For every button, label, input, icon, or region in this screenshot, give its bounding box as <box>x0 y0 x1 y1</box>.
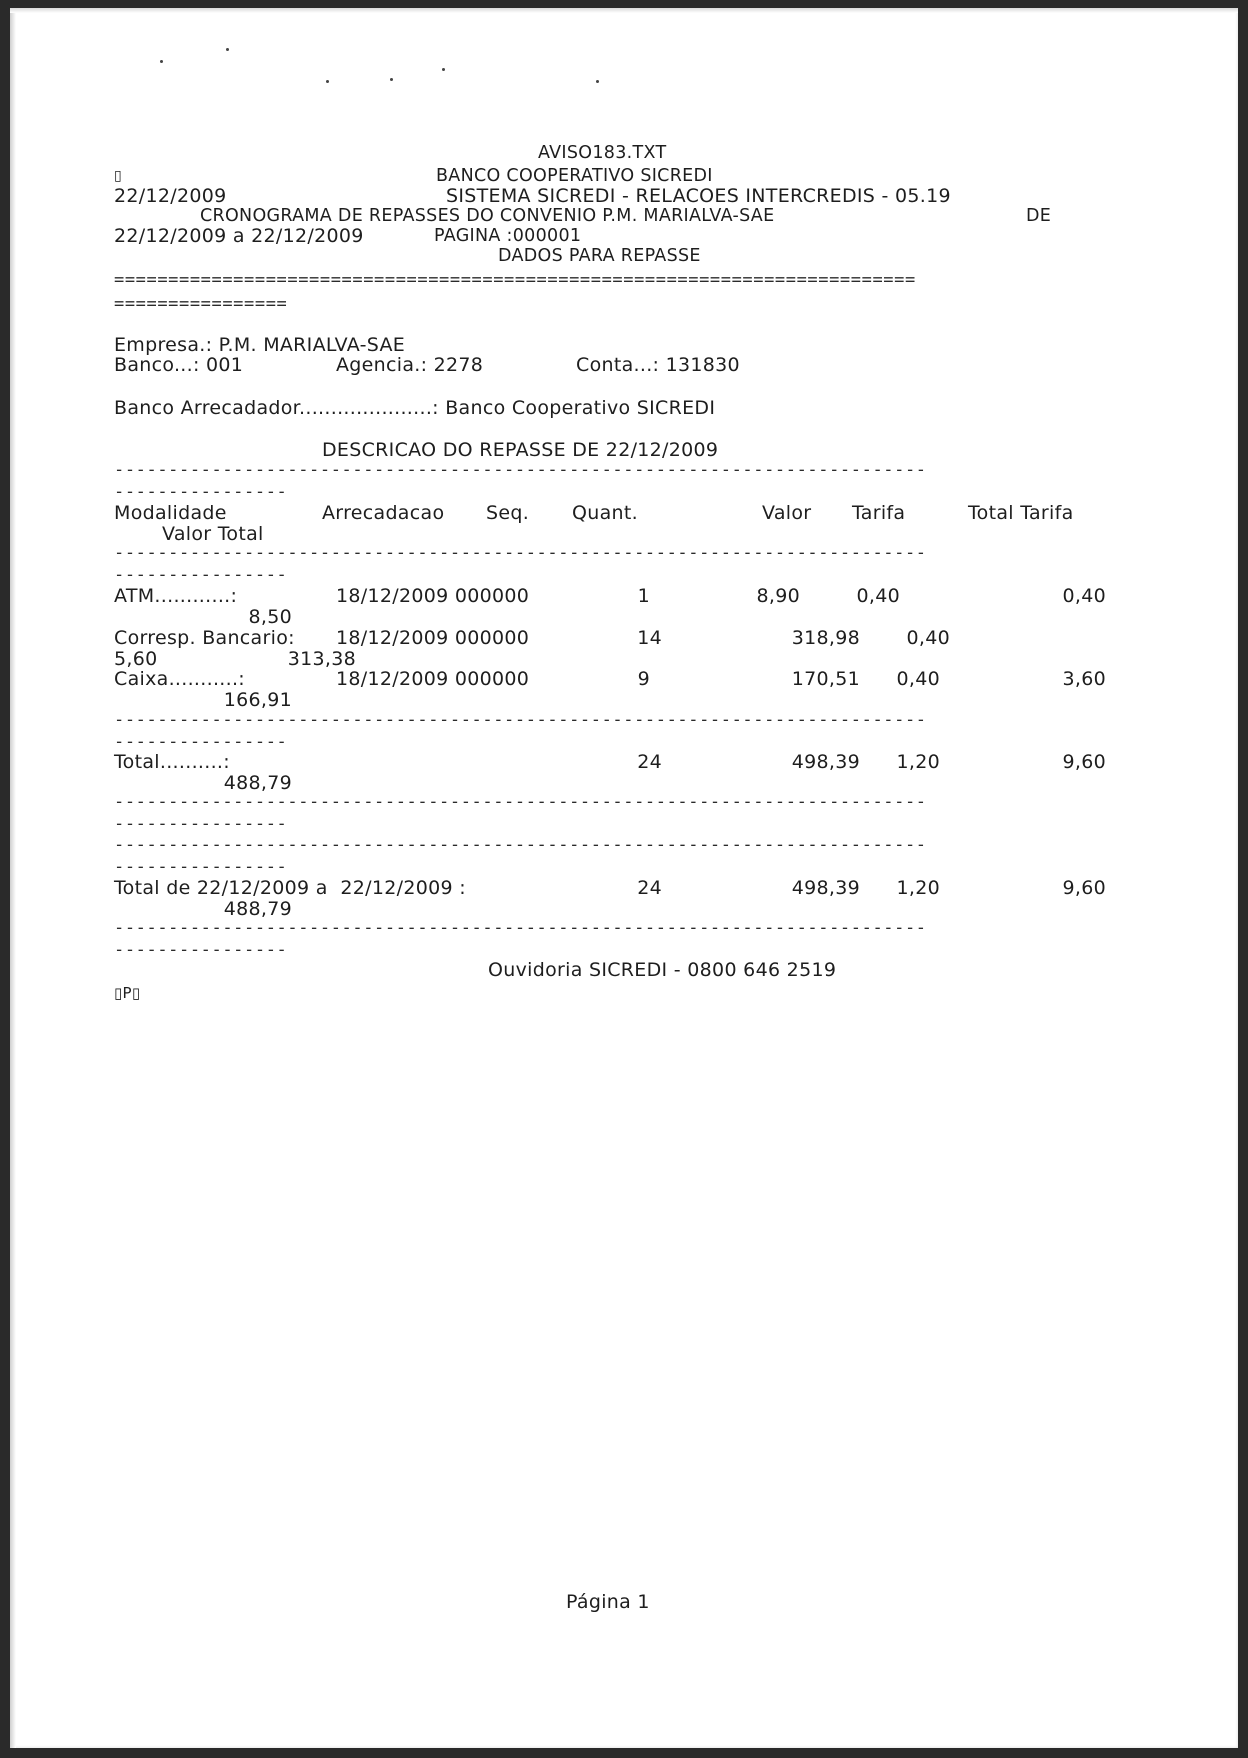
description-title: DESCRICAO DO REPASSE DE 22/12/2009 <box>322 439 719 461</box>
report-de: DE <box>1026 206 1052 226</box>
total-tarifa: 1,20 <box>896 751 940 773</box>
grand-total-tarifa: 1,20 <box>896 877 940 899</box>
dash-rule: --------------------------------------------------------------------------- <box>114 710 927 730</box>
bank-title: BANCO COOPERATIVO SICREDI <box>436 166 713 186</box>
dash-rule: --------------------------------------------------------------------------- <box>114 460 927 480</box>
scan-speck <box>160 60 163 63</box>
report-date: 22/12/2009 <box>114 185 227 207</box>
grand-total-valor-total: 488,79 <box>223 898 292 920</box>
dash-rule: ---------------- <box>114 940 288 960</box>
empresa-line: Empresa.: P.M. MARIALVA-SAE <box>114 334 406 356</box>
dash-rule: --------------------------------------------------------------------------- <box>114 792 927 812</box>
row-quant: 14 <box>637 627 662 649</box>
row-total-tarifa: 0,40 <box>1062 585 1106 607</box>
scan-speck <box>326 80 329 83</box>
equals-rule: ================ <box>114 294 288 314</box>
scan-speck <box>390 78 393 81</box>
scan-speck <box>226 48 229 51</box>
report-period: 22/12/2009 a 22/12/2009 <box>114 225 364 247</box>
equals-rule: ========================================================================== <box>114 270 916 290</box>
dash-rule: ---------------- <box>114 565 288 585</box>
dash-rule: --------------------------------------------------------------------------- <box>114 543 927 563</box>
row-label: Caixa...........: <box>114 668 246 690</box>
row-tarifa: 0,40 <box>906 627 950 649</box>
report-line: CRONOGRAMA DE REPASSES DO CONVENIO P.M. MARIALVA-SAE <box>200 206 775 226</box>
row-label: ATM............: <box>114 585 238 607</box>
system-line: SISTEMA SICREDI - RELACOES INTERCREDIS - 05.19 <box>446 185 951 207</box>
document-page <box>10 8 1238 1748</box>
dash-rule: ---------------- <box>114 857 288 877</box>
total-label: Total..........: <box>114 751 230 773</box>
col-total-tarifa: Total Tarifa <box>968 502 1074 524</box>
grand-total-total-tarifa: 9,60 <box>1062 877 1106 899</box>
col-quant: Quant. <box>572 502 638 524</box>
grand-total-quant: 24 <box>637 877 662 899</box>
box-glyph: ▯ <box>114 168 123 184</box>
row-valor-total: 166,91 <box>223 689 292 711</box>
col-valor-total: Valor Total <box>162 523 264 545</box>
dash-rule: --------------------------------------------------------------------------- <box>114 918 927 938</box>
row-tarifa: 0,40 <box>896 668 940 690</box>
row-valor: 170,51 <box>791 668 860 690</box>
col-arrecadacao: Arrecadacao <box>322 502 445 524</box>
row-date-seq: 18/12/2009 000000 <box>336 668 530 690</box>
section-title: DADOS PARA REPASSE <box>498 246 701 266</box>
agencia-line: Agencia.: 2278 <box>336 354 484 376</box>
row-total-tarifa: 5,60 <box>114 648 158 670</box>
dash-rule: --------------------------------------------------------------------------- <box>114 835 927 855</box>
dash-rule: ---------------- <box>114 814 288 834</box>
row-quant: 1 <box>637 585 650 607</box>
file-name: AVISO183.TXT <box>538 143 667 163</box>
row-valor-total: 313,38 <box>287 648 356 670</box>
arrecadador-line: Banco Arrecadador.....................: Banco Cooperativo SICREDI <box>114 397 716 419</box>
total-quant: 24 <box>637 751 662 773</box>
col-tarifa: Tarifa <box>852 502 906 524</box>
row-date-seq: 18/12/2009 000000 <box>336 627 530 649</box>
total-valor-total: 488,79 <box>223 772 292 794</box>
total-total-tarifa: 9,60 <box>1062 751 1106 773</box>
page-edge-shadow <box>10 8 16 1748</box>
dash-rule: ---------------- <box>114 482 288 502</box>
scan-speck <box>596 80 599 83</box>
dash-rule: ---------------- <box>114 732 288 752</box>
row-label: Corresp. Bancario: <box>114 627 295 649</box>
row-quant: 9 <box>637 668 650 690</box>
row-valor-total: 8,50 <box>248 606 292 628</box>
row-valor: 8,90 <box>756 585 800 607</box>
grand-total-label: Total de 22/12/2009 a 22/12/2009 : <box>114 877 466 899</box>
page-number: PAGINA :000001 <box>434 226 582 246</box>
banco-line: Banco...: 001 <box>114 354 244 376</box>
col-modalidade: Modalidade <box>114 502 227 524</box>
page-footer: Página 1 <box>566 1591 650 1613</box>
ouvidoria-line: Ouvidoria SICREDI - 0800 646 2519 <box>488 959 837 981</box>
total-valor: 498,39 <box>791 751 860 773</box>
row-date-seq: 18/12/2009 000000 <box>336 585 530 607</box>
grand-total-valor: 498,39 <box>791 877 860 899</box>
scan-speck <box>442 68 445 71</box>
col-seq: Seq. <box>486 502 530 524</box>
conta-line: Conta...: 131830 <box>576 354 740 376</box>
col-valor: Valor <box>762 502 812 524</box>
footer-marker: ▯P▯ <box>114 984 141 1002</box>
row-valor: 318,98 <box>791 627 860 649</box>
row-tarifa: 0,40 <box>856 585 900 607</box>
page-edge-shadow-top <box>10 8 1238 13</box>
row-total-tarifa: 3,60 <box>1062 668 1106 690</box>
